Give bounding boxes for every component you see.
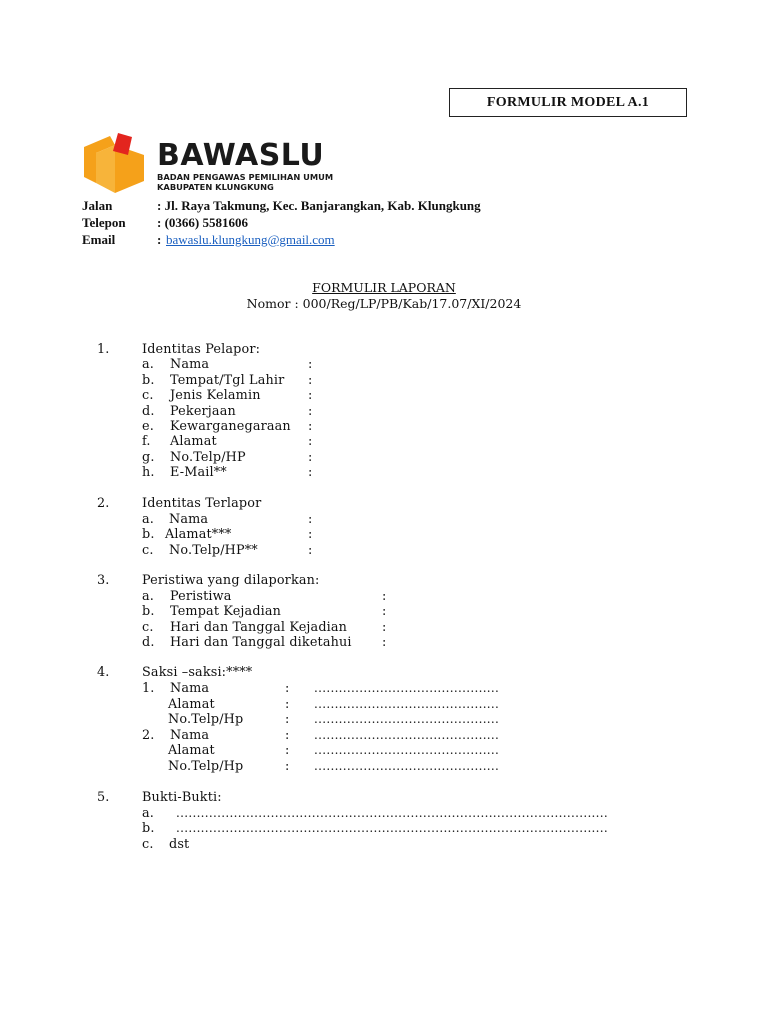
witness-field-label: No.Telp/Hp	[168, 759, 244, 774]
item-label: E-Mail**	[170, 465, 227, 480]
section-title: Bukti-Bukti:	[142, 790, 222, 805]
item-colon: :	[308, 434, 313, 449]
witness-field-label: Alamat	[168, 743, 215, 758]
witness-field-colon: :	[285, 759, 290, 774]
item-letter: c.	[142, 620, 154, 635]
contact-email-colon: :	[157, 232, 162, 247]
item-colon: :	[308, 527, 313, 542]
item-label: Peristiwa	[170, 589, 232, 604]
item-colon: :	[382, 635, 387, 650]
item-letter: b.	[142, 527, 155, 542]
section-number: 4.	[97, 665, 110, 680]
item-colon: :	[382, 620, 387, 635]
section-number: 3.	[97, 573, 110, 588]
item-letter: c.	[142, 543, 154, 558]
item-colon: :	[308, 512, 313, 527]
item-label: dst	[169, 837, 190, 852]
item-letter: d.	[142, 404, 155, 419]
item-label: Nama	[170, 357, 210, 372]
witness-number: 2.	[142, 728, 155, 743]
witness-field-blank: .............................................	[314, 681, 500, 695]
item-letter: c.	[142, 837, 154, 852]
item-letter: g.	[142, 450, 155, 465]
item-letter: d.	[142, 635, 155, 650]
item-colon: :	[308, 419, 313, 434]
item-colon: :	[382, 589, 387, 604]
item-letter: a.	[142, 512, 154, 527]
contact-label-email: Email	[82, 232, 116, 247]
item-letter: a.	[142, 806, 154, 821]
section-title: Identitas Terlapor	[142, 496, 262, 511]
item-letter: b.	[142, 373, 155, 388]
contact-label-telepon: Telepon	[82, 215, 126, 230]
section-number: 5.	[97, 790, 110, 805]
item-colon: :	[382, 604, 387, 619]
witness-field-colon: :	[285, 743, 290, 758]
section-title: Saksi –saksi:****	[142, 665, 253, 680]
item-letter: e.	[142, 419, 154, 434]
item-letter: h.	[142, 465, 155, 480]
bawaslu-logo-icon	[82, 133, 148, 195]
witness-field-label: Nama	[170, 728, 210, 743]
item-label: Pekerjaan	[170, 404, 236, 419]
item-label: Jenis Kelamin	[170, 388, 261, 403]
evidence-blank: .........................................................................................................	[176, 806, 609, 820]
item-colon: :	[308, 357, 313, 372]
brand-block	[157, 140, 333, 192]
item-label: Kewarganegaraan	[170, 419, 291, 434]
witness-field-colon: :	[285, 712, 290, 727]
item-letter: f.	[142, 434, 151, 449]
item-letter: c.	[142, 388, 154, 403]
item-letter: a.	[142, 589, 154, 604]
section-number: 1.	[97, 342, 110, 357]
evidence-blank: .........................................................................................................	[176, 821, 609, 835]
witness-field-blank: .............................................	[314, 759, 500, 773]
item-colon: :	[308, 404, 313, 419]
witness-number: 1.	[142, 681, 155, 696]
item-letter: a.	[142, 357, 154, 372]
item-label: No.Telp/HP	[170, 450, 246, 465]
item-letter: b.	[142, 604, 155, 619]
witness-field-colon: :	[285, 681, 290, 696]
item-colon: :	[308, 450, 313, 465]
item-colon: :	[308, 373, 313, 388]
form-title: FORMULIR LAPORAN	[312, 280, 456, 295]
witness-field-blank: .............................................	[314, 743, 500, 757]
item-label: Tempat/Tgl Lahir	[170, 373, 285, 388]
item-label: No.Telp/HP**	[169, 543, 258, 558]
witness-field-colon: :	[285, 697, 290, 712]
brand-name: BAWASLU	[157, 138, 325, 173]
witness-field-label: No.Telp/Hp	[168, 712, 244, 727]
brand-subtitle-2: KABUPATEN KLUNGKUNG	[157, 182, 274, 192]
witness-field-blank: .............................................	[314, 712, 500, 726]
witness-field-colon: :	[285, 728, 290, 743]
form-number: Nomor : 000/Reg/LP/PB/Kab/17.07/XI/2024	[246, 296, 522, 311]
section-number: 2.	[97, 496, 110, 511]
email-link[interactable]: bawaslu.klungkung@gmail.com	[166, 232, 335, 247]
item-colon: :	[308, 465, 313, 480]
item-label: Hari dan Tanggal Kejadian	[170, 620, 348, 635]
contact-value-telepon: : (0366) 5581606	[157, 215, 248, 230]
item-letter: b.	[142, 821, 155, 836]
witness-field-blank: .............................................	[314, 697, 500, 711]
item-colon: :	[308, 388, 313, 403]
item-label: Nama	[169, 512, 209, 527]
item-label: Tempat Kejadian	[170, 604, 282, 619]
item-label: Hari dan Tanggal diketahui	[170, 635, 352, 650]
section-title: Peristiwa yang dilaporkan:	[142, 573, 320, 588]
section-title: Identitas Pelapor:	[142, 342, 261, 357]
brand-subtitle-1: BADAN PENGAWAS PEMILIHAN UMUM	[157, 172, 334, 182]
witness-field-label: Alamat	[168, 697, 215, 712]
item-label: Alamat***	[165, 527, 232, 542]
contact-value-jalan: : Jl. Raya Takmung, Kec. Banjarangkan, Kab. Klungkung	[157, 198, 481, 213]
witness-field-label: Nama	[170, 681, 210, 696]
witness-field-blank: .............................................	[314, 728, 500, 742]
item-colon: :	[308, 543, 313, 558]
item-label: Alamat	[170, 434, 217, 449]
contact-label-jalan: Jalan	[82, 198, 113, 213]
form-model-label: FORMULIR MODEL A.1	[449, 88, 687, 117]
